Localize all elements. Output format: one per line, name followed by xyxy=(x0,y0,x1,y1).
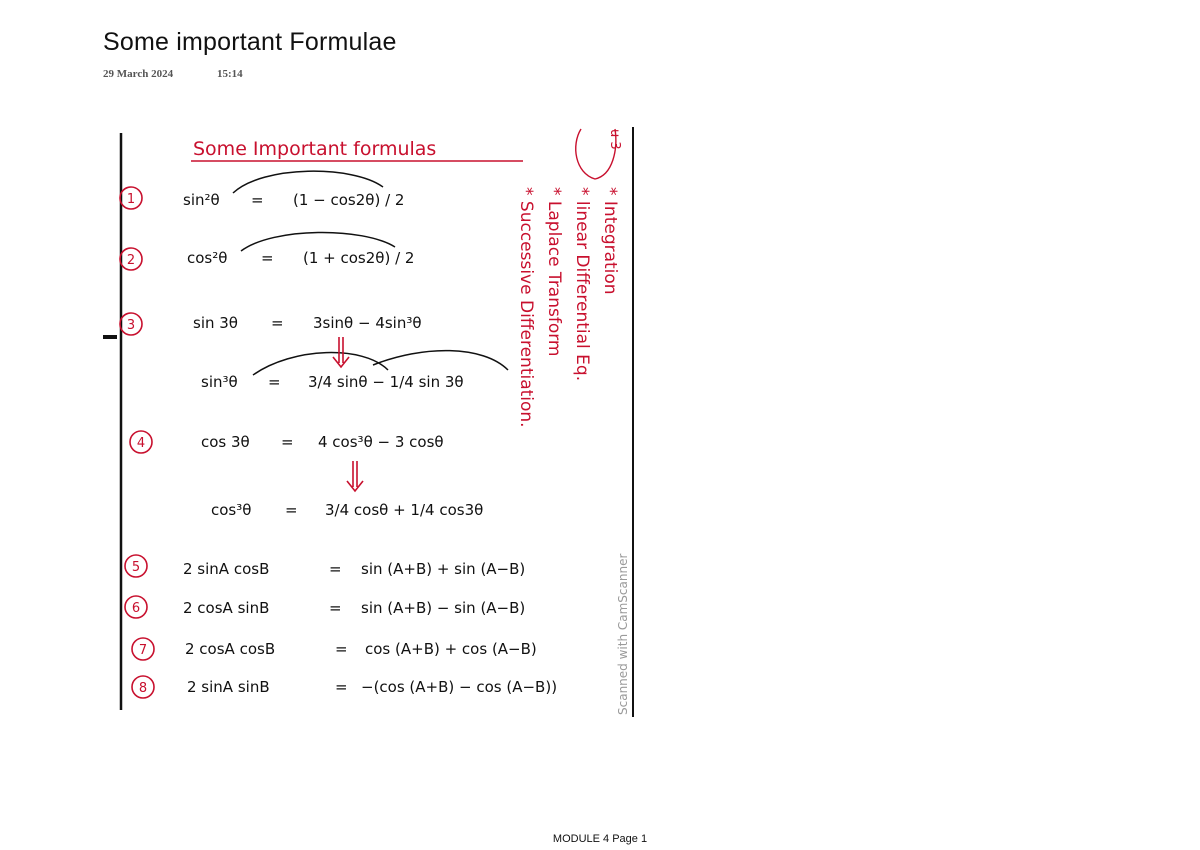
formula-rhs: (1 − cos2θ) / 2 xyxy=(293,191,405,209)
formula-eq: = xyxy=(271,314,284,332)
formula-rhs: 4 cos³θ − 3 cosθ xyxy=(318,433,444,451)
formula-lhs: 2 sinA sinB xyxy=(187,678,270,696)
formula-number: 2 xyxy=(126,253,136,268)
side-note-linear-de: * linear Differential Eq. xyxy=(572,187,592,382)
formula-number: 3 xyxy=(126,318,136,333)
formula-number: 4 xyxy=(136,436,146,451)
formula-lhs: cos²θ xyxy=(187,249,228,267)
formula-eq: = xyxy=(251,191,264,209)
formula-rhs: cos (A+B) + cos (A−B) xyxy=(365,640,537,658)
formula-rhs: sin (A+B) + sin (A−B) xyxy=(361,560,526,578)
formula-lhs: 2 sinA cosB xyxy=(183,560,270,578)
camscanner-watermark: Scanned with CamScanner xyxy=(616,553,630,715)
formula-rhs: 3/4 sinθ − 1/4 sin 3θ xyxy=(308,373,464,391)
formula-eq: = xyxy=(329,560,342,578)
formula-lhs: cos 3θ xyxy=(201,433,250,451)
formula-lhs: sin²θ xyxy=(183,191,220,209)
formula-number: 5 xyxy=(131,560,141,575)
note-heading: Some Important formulas xyxy=(193,138,437,160)
formula-number: 7 xyxy=(138,643,148,658)
formula-lhs: 2 cosA sinB xyxy=(183,599,270,617)
formula-number: 8 xyxy=(138,681,148,696)
side-note-laplace: * Laplace Transform xyxy=(544,187,564,357)
formula-rhs: 3sinθ − 4sin³θ xyxy=(313,314,422,332)
formula-eq: = xyxy=(261,249,274,267)
formula-rhs: −(cos (A+B) − cos (A−B)) xyxy=(361,678,558,696)
formula-eq: = xyxy=(335,640,348,658)
formula-lhs: sin³θ xyxy=(201,373,238,391)
formula-lhs: sin 3θ xyxy=(193,314,238,332)
side-note-successive-diff: * Successive Differentiation. xyxy=(516,187,536,428)
formula-number: 6 xyxy=(131,601,141,616)
page-footer: MODULE 4 Page 1 xyxy=(552,833,648,845)
side-note-integration: * Integration xyxy=(600,187,620,295)
formula-rhs: sin (A+B) − sin (A−B) xyxy=(361,599,526,617)
formula-lhs: 2 cosA cosB xyxy=(185,640,276,658)
formula-eq: = xyxy=(335,678,348,696)
side-marker: u 3 xyxy=(607,129,622,150)
page-time: 15:14 xyxy=(217,68,243,80)
page-title: Some important Formulae xyxy=(103,28,397,56)
formula-lhs: cos³θ xyxy=(211,501,252,519)
page-date: 29 March 2024 xyxy=(103,68,174,80)
scanned-note-image xyxy=(103,125,638,717)
formula-eq: = xyxy=(268,373,281,391)
formula-rhs: (1 + cos2θ) / 2 xyxy=(303,249,415,267)
formula-eq: = xyxy=(281,433,294,451)
formula-eq: = xyxy=(285,501,298,519)
formula-number: 1 xyxy=(126,192,136,207)
formula-rhs: 3/4 cosθ + 1/4 cos3θ xyxy=(325,501,484,519)
formula-eq: = xyxy=(329,599,342,617)
